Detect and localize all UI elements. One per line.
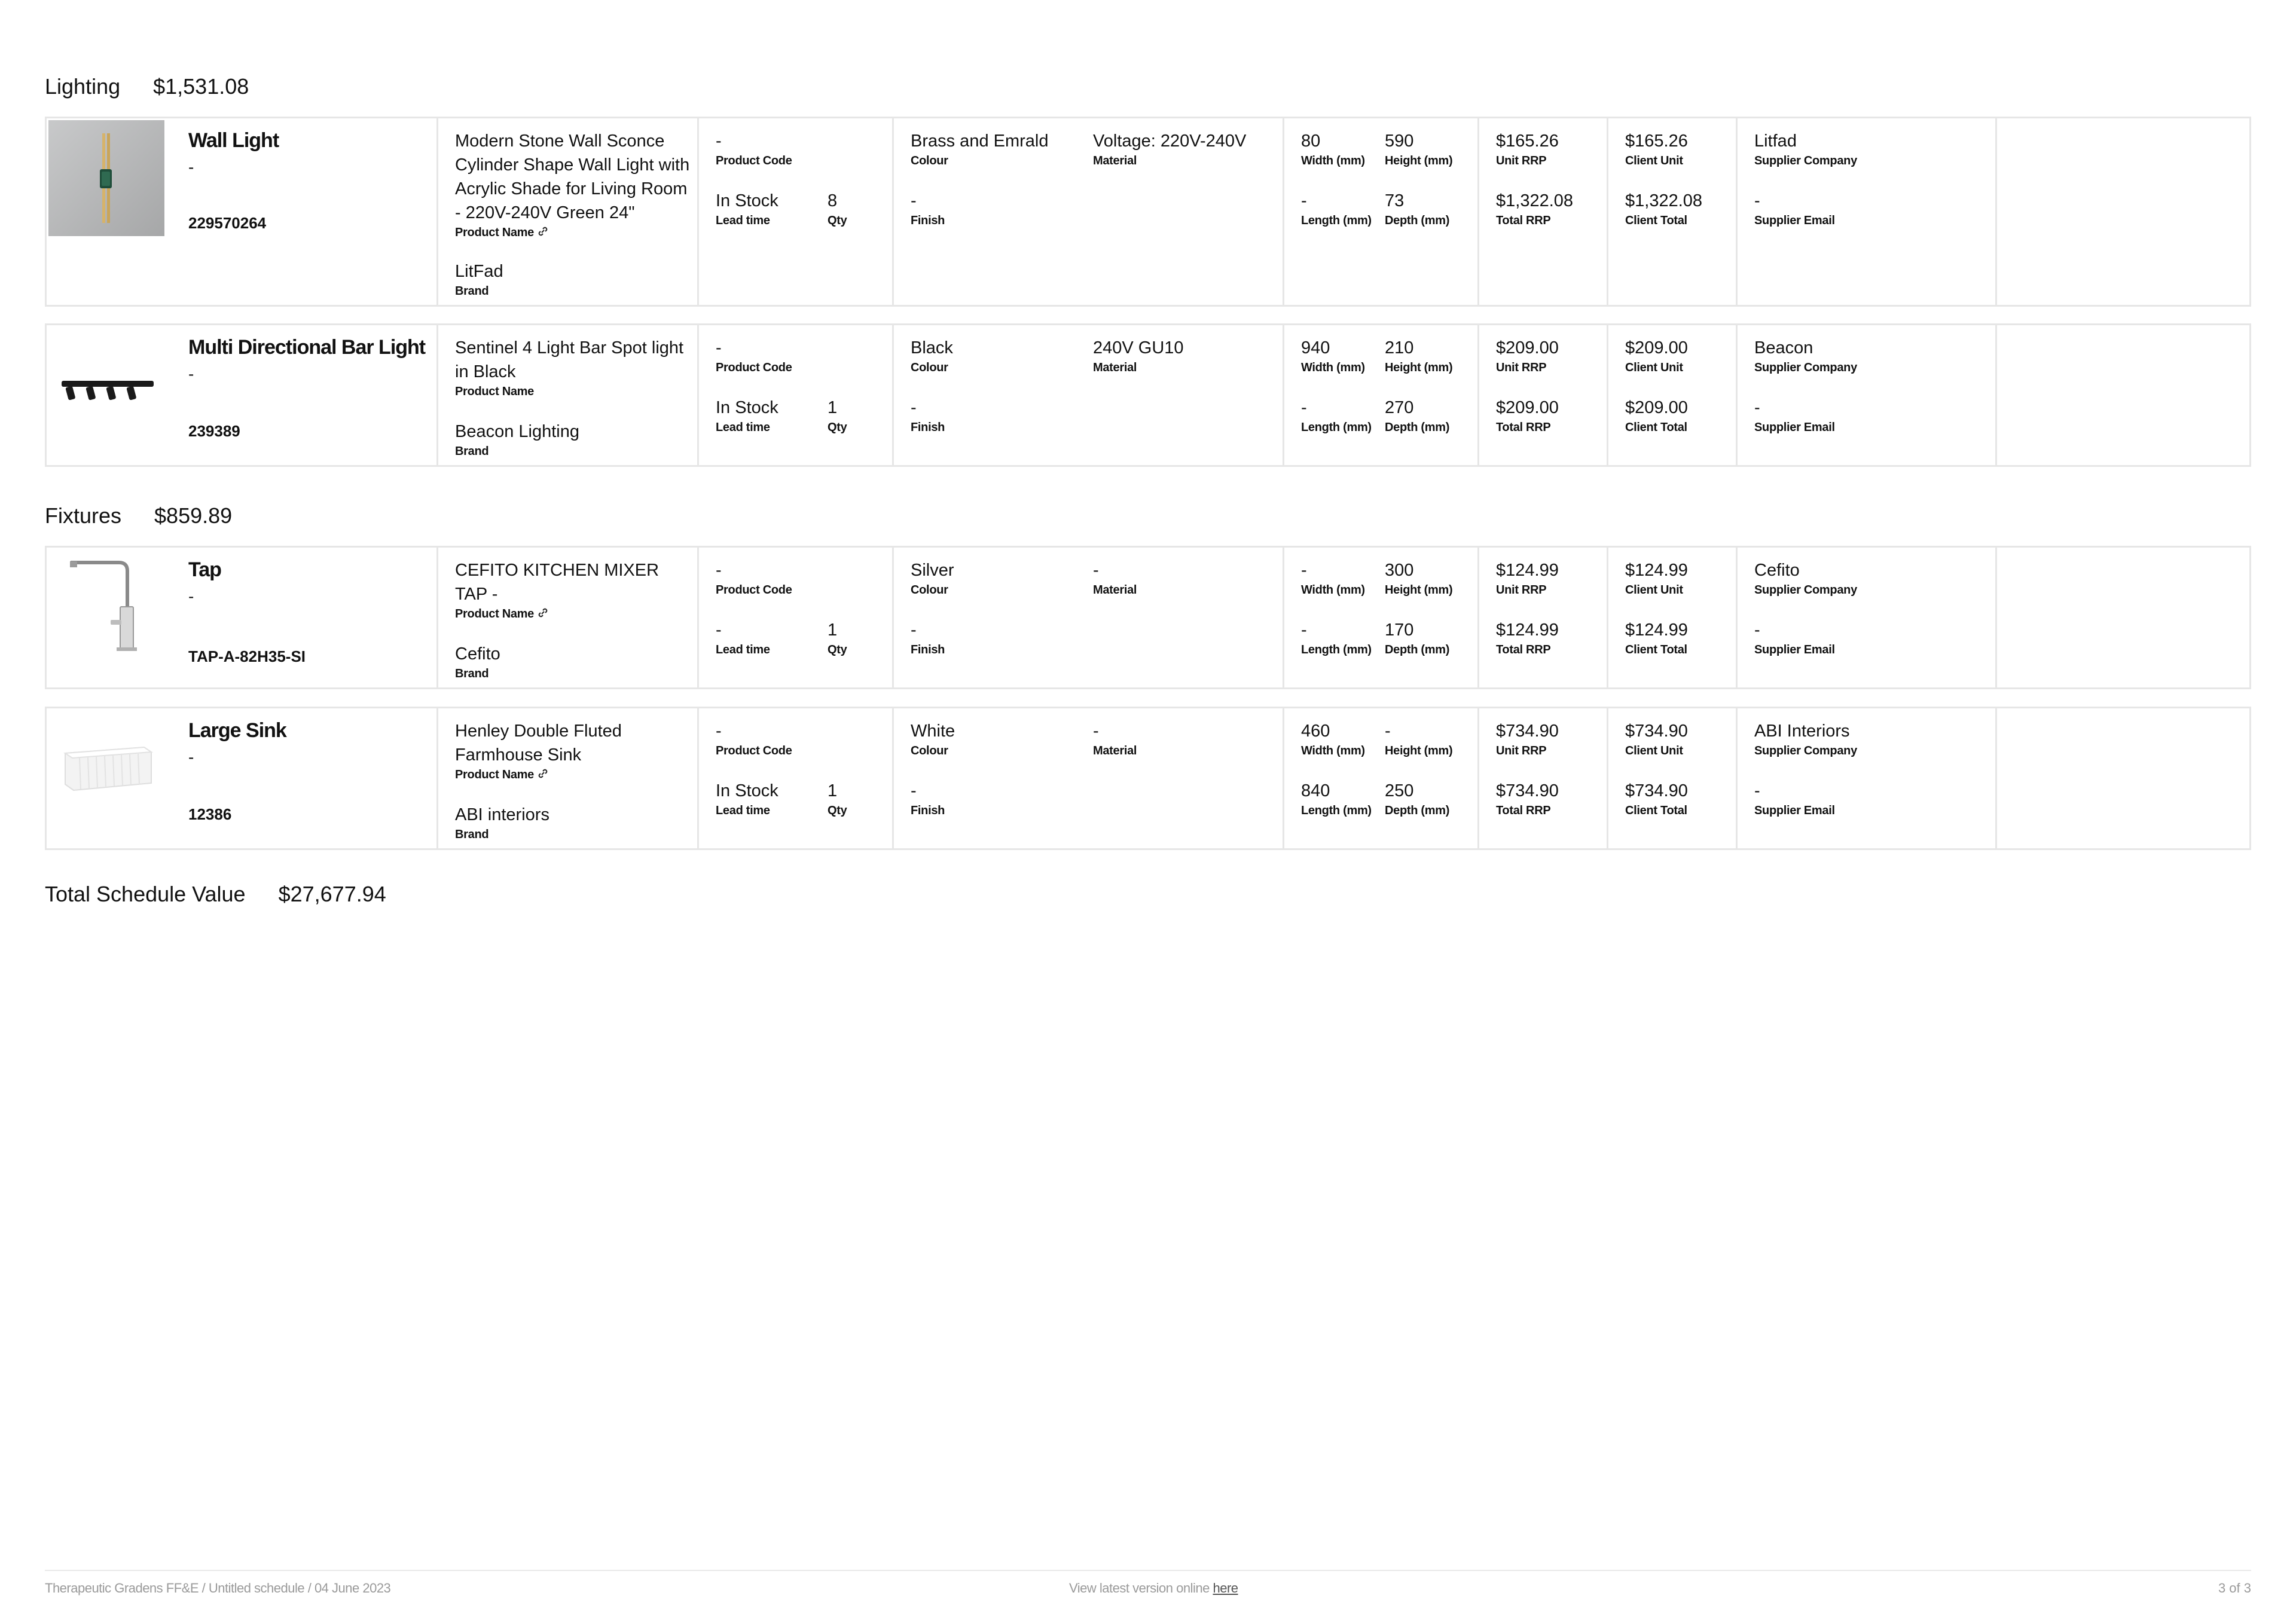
qty-value: 1: [828, 781, 838, 800]
width-value: 460: [1301, 722, 1330, 741]
supplier-email-label: Supplier Email: [1754, 421, 1835, 434]
colour-cell: [894, 708, 1284, 848]
colour-cell: [894, 325, 1284, 465]
item-title[interactable]: Tap: [188, 558, 221, 581]
height-label: Height (mm): [1385, 361, 1453, 374]
brand-value: ABI interiors: [455, 805, 549, 824]
item-subtitle: -: [188, 365, 194, 383]
total-rrp-label: Total RRP: [1496, 421, 1551, 434]
lead-time-label: Lead time: [716, 643, 770, 656]
total-rrp-value: $124.99: [1496, 621, 1559, 640]
qty-value: 1: [828, 621, 838, 640]
colour-label: Colour: [911, 744, 948, 757]
name-cell: [188, 708, 438, 848]
depth-label: Depth (mm): [1385, 421, 1450, 434]
unit-rrp-value: $734.90: [1496, 722, 1559, 741]
section-name: Fixtures: [45, 503, 122, 528]
lead-time-label: Lead time: [716, 804, 770, 817]
item-id: 229570264: [188, 214, 267, 232]
client-unit-label: Client Unit: [1625, 744, 1683, 757]
material-value: Voltage: 220V-240V: [1093, 132, 1247, 151]
product-code-label: Product Code: [716, 744, 792, 757]
height-value: 300: [1385, 561, 1414, 580]
client-cell: [1608, 708, 1738, 848]
length-value: -: [1301, 191, 1307, 210]
qty-value: 1: [828, 398, 838, 417]
depth-value: 250: [1385, 781, 1414, 800]
client-total-label: Client Total: [1625, 421, 1687, 434]
product-code-value: -: [716, 132, 722, 151]
unit-rrp-label: Unit RRP: [1496, 154, 1547, 167]
supplier-email-value: -: [1754, 621, 1760, 640]
total-schedule-value: $27,677.94: [278, 882, 386, 906]
brand-label: Brand: [455, 828, 489, 841]
code-cell: [699, 118, 894, 305]
notes-cell: [1997, 118, 2249, 305]
client-unit-label: Client Unit: [1625, 583, 1683, 597]
client-unit-label: Client Unit: [1625, 361, 1683, 374]
description-cell: [438, 118, 699, 305]
item-row-bar-light[interactable]: [45, 323, 2251, 467]
qty-label: Qty: [828, 643, 847, 656]
notes-cell: [1997, 708, 2249, 848]
section-name: Lighting: [45, 74, 121, 99]
length-value: 840: [1301, 781, 1330, 800]
product-name-value: CEFITO KITCHEN MIXER TAP -: [455, 561, 660, 604]
material-value: -: [1093, 561, 1099, 580]
description-cell: [438, 548, 699, 687]
depth-value: 170: [1385, 621, 1414, 640]
client-total-value: $124.99: [1625, 621, 1688, 640]
item-subtitle: -: [188, 748, 194, 766]
footer-view-online: View latest version online here: [1069, 1581, 1238, 1596]
code-cell: [699, 708, 894, 848]
qty-value: 8: [828, 191, 838, 210]
width-label: Width (mm): [1301, 744, 1365, 757]
total-rrp-value: $1,322.08: [1496, 191, 1574, 210]
product-name-label: Product Name: [455, 606, 694, 622]
brand-value: LitFad: [455, 262, 503, 281]
product-code-label: Product Code: [716, 154, 792, 167]
image-cell: [47, 708, 188, 848]
product-code-label: Product Code: [716, 361, 792, 374]
supplier-company-label: Supplier Company: [1754, 583, 1857, 597]
tap-image: [48, 549, 164, 665]
supplier-company-value: Cefito: [1754, 561, 1800, 580]
item-title[interactable]: Wall Light: [188, 129, 279, 152]
view-online-link[interactable]: here: [1213, 1581, 1238, 1596]
code-cell: [699, 325, 894, 465]
material-label: Material: [1093, 154, 1137, 167]
supplier-email-label: Supplier Email: [1754, 214, 1835, 227]
page-number: 3 of 3: [2218, 1581, 2251, 1596]
name-cell: [188, 118, 438, 305]
colour-value: Black: [911, 338, 953, 357]
name-cell: [188, 325, 438, 465]
qty-label: Qty: [828, 421, 847, 434]
length-label: Length (mm): [1301, 214, 1372, 227]
product-name-label: Product Name: [455, 385, 534, 398]
supplier-email-value: -: [1754, 781, 1760, 800]
width-value: 80: [1301, 132, 1321, 151]
supplier-cell: [1738, 708, 1997, 848]
image-cell: [47, 118, 188, 305]
description-cell: [438, 325, 699, 465]
height-value: 210: [1385, 338, 1414, 357]
supplier-cell: [1738, 548, 1997, 687]
supplier-cell: [1738, 118, 1997, 305]
colour-value: Brass and Emrald: [911, 132, 1049, 151]
name-cell: [188, 548, 438, 687]
supplier-company-label: Supplier Company: [1754, 744, 1857, 757]
section-header-lighting: [45, 74, 249, 99]
finish-label: Finish: [911, 643, 945, 656]
bar-light-image: [48, 327, 164, 443]
notes-cell: [1997, 548, 2249, 687]
notes-cell: [1997, 325, 2249, 465]
client-unit-value: $209.00: [1625, 338, 1688, 357]
length-label: Length (mm): [1301, 421, 1372, 434]
client-unit-value: $734.90: [1625, 722, 1688, 741]
link-icon[interactable]: [538, 607, 548, 622]
supplier-email-value: -: [1754, 191, 1760, 210]
section-total: $859.89: [154, 503, 233, 528]
section-total: $1,531.08: [153, 74, 249, 99]
total-rrp-label: Total RRP: [1496, 643, 1551, 656]
item-subtitle: -: [188, 158, 194, 176]
length-label: Length (mm): [1301, 643, 1372, 656]
lead-time-value: In Stock: [716, 191, 778, 210]
finish-label: Finish: [911, 214, 945, 227]
width-label: Width (mm): [1301, 583, 1365, 597]
height-label: Height (mm): [1385, 583, 1453, 597]
colour-label: Colour: [911, 154, 948, 167]
supplier-email-label: Supplier Email: [1754, 804, 1835, 817]
product-name-label: Product Name: [455, 225, 694, 241]
brand-value: Cefito: [455, 644, 500, 664]
item-title[interactable]: Multi Directional Bar Light: [188, 336, 426, 359]
lead-time-value: In Stock: [716, 781, 778, 800]
item-subtitle: -: [188, 587, 194, 606]
height-value: -: [1385, 722, 1391, 741]
unit-rrp-value: $165.26: [1496, 132, 1559, 151]
item-row-tap[interactable]: [45, 546, 2251, 689]
width-label: Width (mm): [1301, 154, 1365, 167]
total-rrp-label: Total RRP: [1496, 804, 1551, 817]
client-total-label: Client Total: [1625, 643, 1687, 656]
description-cell: [438, 708, 699, 848]
wall-light-image: [48, 120, 164, 236]
product-code-label: Product Code: [716, 583, 792, 597]
supplier-company-value: Beacon: [1754, 338, 1813, 357]
brand-label: Brand: [455, 445, 489, 458]
client-unit-value: $124.99: [1625, 561, 1688, 580]
depth-value: 73: [1385, 191, 1405, 210]
product-name-value: Modern Stone Wall Sconce Cylinder Shape Wall Light with Acrylic Shade for Living Room - 220V-240V Green 24": [455, 132, 690, 222]
client-total-label: Client Total: [1625, 214, 1687, 227]
supplier-company-label: Supplier Company: [1754, 361, 1857, 374]
finish-value: -: [911, 398, 917, 417]
colour-label: Colour: [911, 361, 948, 374]
total-rrp-value: $734.90: [1496, 781, 1559, 800]
colour-cell: [894, 118, 1284, 305]
material-value: 240V GU10: [1093, 338, 1184, 357]
client-cell: [1608, 118, 1738, 305]
colour-label: Colour: [911, 583, 948, 597]
height-label: Height (mm): [1385, 154, 1453, 167]
section-header-fixtures: [45, 503, 232, 528]
client-unit-value: $165.26: [1625, 132, 1688, 151]
rrp-cell: [1479, 548, 1608, 687]
lead-time-value: In Stock: [716, 398, 778, 417]
supplier-cell: [1738, 325, 1997, 465]
product-code-value: -: [716, 722, 722, 741]
supplier-company-value: ABI Interiors: [1754, 722, 1850, 741]
lead-time-value: -: [716, 621, 722, 640]
material-label: Material: [1093, 744, 1137, 757]
item-id: 239389: [188, 422, 240, 440]
product-code-value: -: [716, 561, 722, 580]
depth-value: 270: [1385, 398, 1414, 417]
unit-rrp-label: Unit RRP: [1496, 361, 1547, 374]
image-cell: [47, 325, 188, 465]
material-label: Material: [1093, 583, 1137, 597]
footer-divider: [45, 1570, 2251, 1571]
supplier-email-value: -: [1754, 398, 1760, 417]
item-title[interactable]: Large Sink: [188, 719, 286, 742]
rrp-cell: [1479, 325, 1608, 465]
product-name-value: Sentinel 4 Light Bar Spot light in Black: [455, 338, 684, 381]
total-schedule: [45, 882, 386, 907]
finish-label: Finish: [911, 804, 945, 817]
item-id: 12386: [188, 805, 232, 823]
dimensions-cell: [1284, 708, 1479, 848]
client-unit-label: Client Unit: [1625, 154, 1683, 167]
depth-label: Depth (mm): [1385, 214, 1450, 227]
finish-value: -: [911, 781, 917, 800]
supplier-email-label: Supplier Email: [1754, 643, 1835, 656]
unit-rrp-label: Unit RRP: [1496, 744, 1547, 757]
brand-label: Brand: [455, 667, 489, 680]
item-id: TAP-A-82H35-SI: [188, 647, 306, 665]
rrp-cell: [1479, 118, 1608, 305]
item-row-wall-light[interactable]: [45, 117, 2251, 307]
width-label: Width (mm): [1301, 361, 1365, 374]
rrp-cell: [1479, 708, 1608, 848]
qty-label: Qty: [828, 804, 847, 817]
client-total-value: $734.90: [1625, 781, 1688, 800]
finish-value: -: [911, 621, 917, 640]
client-cell: [1608, 325, 1738, 465]
unit-rrp-value: $124.99: [1496, 561, 1559, 580]
lead-time-label: Lead time: [716, 421, 770, 434]
material-value: -: [1093, 722, 1099, 741]
brand-value: Beacon Lighting: [455, 422, 579, 441]
supplier-company-value: Litfad: [1754, 132, 1797, 151]
code-cell: [699, 548, 894, 687]
product-name-label: Product Name: [455, 767, 694, 783]
total-rrp-value: $209.00: [1496, 398, 1559, 417]
total-schedule-label: Total Schedule Value: [45, 882, 246, 906]
depth-label: Depth (mm): [1385, 643, 1450, 656]
client-cell: [1608, 548, 1738, 687]
depth-label: Depth (mm): [1385, 804, 1450, 817]
item-row-large-sink[interactable]: [45, 707, 2251, 850]
client-total-value: $209.00: [1625, 398, 1688, 417]
sink-image: [48, 710, 164, 826]
colour-value: Silver: [911, 561, 954, 580]
dimensions-cell: [1284, 118, 1479, 305]
qty-label: Qty: [828, 214, 847, 227]
supplier-company-label: Supplier Company: [1754, 154, 1857, 167]
lead-time-label: Lead time: [716, 214, 770, 227]
link-icon[interactable]: [538, 225, 548, 241]
width-value: 940: [1301, 338, 1330, 357]
material-label: Material: [1093, 361, 1137, 374]
finish-label: Finish: [911, 421, 945, 434]
total-rrp-label: Total RRP: [1496, 214, 1551, 227]
height-value: 590: [1385, 132, 1414, 151]
image-cell: [47, 548, 188, 687]
brand-label: Brand: [455, 285, 489, 298]
colour-value: White: [911, 722, 955, 741]
product-code-value: -: [716, 338, 722, 357]
footer-breadcrumb: Therapeutic Gradens FF&E / Untitled schedule / 04 June 2023: [45, 1581, 391, 1596]
unit-rrp-label: Unit RRP: [1496, 583, 1547, 597]
dimensions-cell: [1284, 548, 1479, 687]
link-icon[interactable]: [538, 768, 548, 783]
length-label: Length (mm): [1301, 804, 1372, 817]
height-label: Height (mm): [1385, 744, 1453, 757]
length-value: -: [1301, 398, 1307, 417]
dimensions-cell: [1284, 325, 1479, 465]
client-total-label: Client Total: [1625, 804, 1687, 817]
length-value: -: [1301, 621, 1307, 640]
finish-value: -: [911, 191, 917, 210]
product-name-value: Henley Double Fluted Farmhouse Sink: [455, 722, 622, 765]
unit-rrp-value: $209.00: [1496, 338, 1559, 357]
colour-cell: [894, 548, 1284, 687]
width-value: -: [1301, 561, 1307, 580]
client-total-value: $1,322.08: [1625, 191, 1703, 210]
